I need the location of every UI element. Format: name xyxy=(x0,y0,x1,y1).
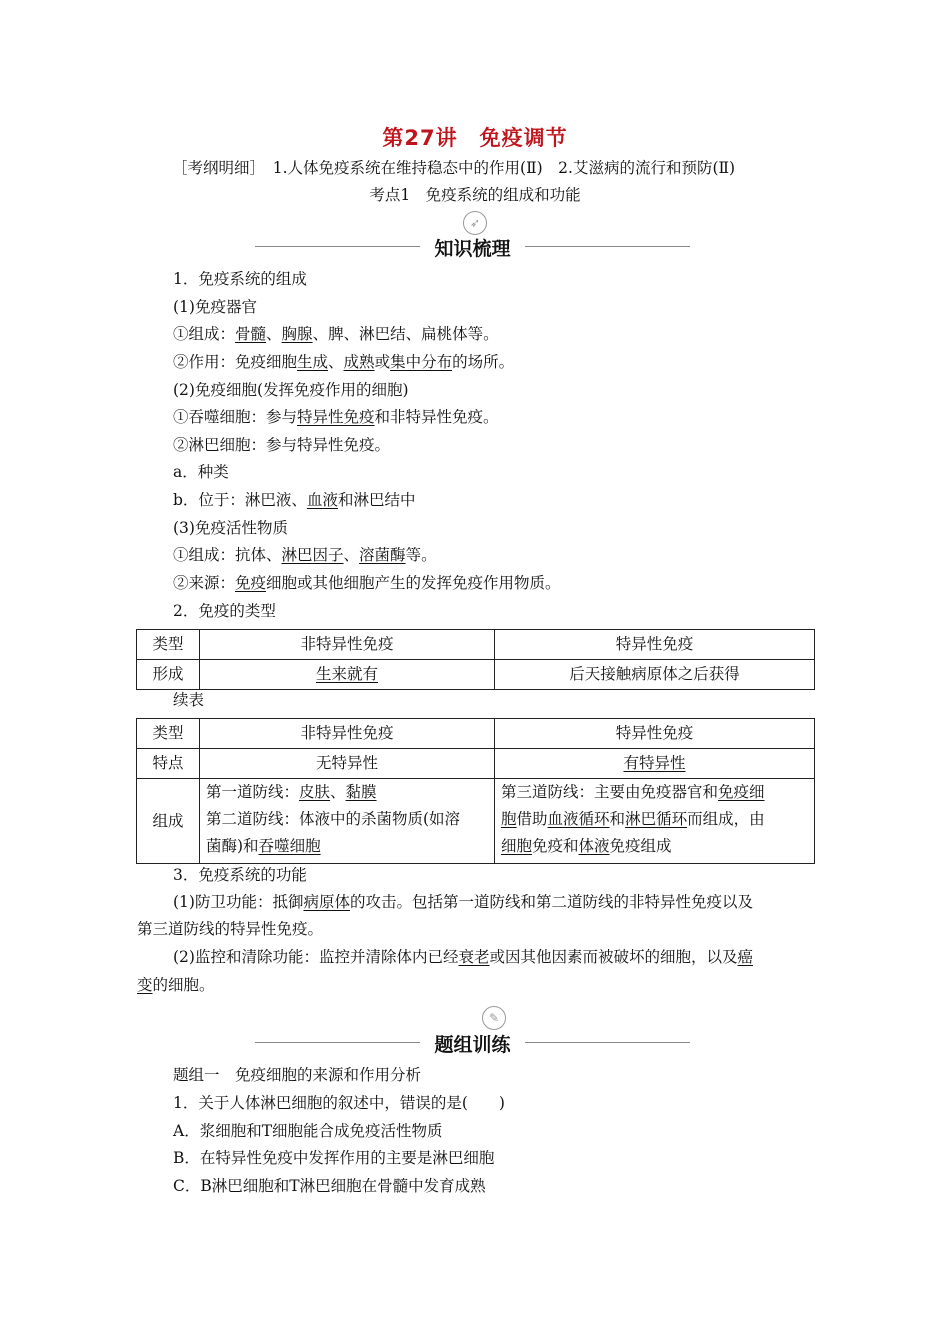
para: (2)监控和清除功能：监控并清除体内已经衰老或因其他因素而被破坏的细胞，以及癌 xyxy=(173,948,754,966)
para: 2．免疫的类型 xyxy=(173,602,276,620)
table-cell: 特异性免疫 xyxy=(495,630,815,660)
para: (3)免疫活性物质 xyxy=(173,519,288,537)
table-cell: 无特异性 xyxy=(200,749,495,779)
para: (1)免疫器官 xyxy=(173,298,257,316)
question-group: 题组一 免疫细胞的来源和作用分析 xyxy=(173,1066,422,1084)
section-header-exercises xyxy=(255,1028,690,1058)
immune-type-table-continued xyxy=(136,718,815,864)
question: 1．关于人体淋巴细胞的叙述中，错误的是( ) xyxy=(173,1094,505,1112)
divider xyxy=(525,1042,690,1043)
continued-label: 续表 xyxy=(173,691,205,709)
para: (1)防卫功能：抵御病原体的攻击。包括第一道防线和第二道防线的非特异性免疫以及 xyxy=(173,893,753,911)
table-cell: 后天接触病原体之后获得 xyxy=(495,660,815,690)
table-cell: 非特异性免疫 xyxy=(200,719,495,749)
para: ①组成：抗体、淋巴因子、溶菌酶等。 xyxy=(173,546,437,564)
section-header-knowledge xyxy=(255,232,690,262)
para: ①吞噬细胞：参与特异性免疫和非特异性免疫。 xyxy=(173,408,499,426)
table-cell: 形成 xyxy=(137,660,200,690)
table-cell: 类型 xyxy=(137,719,200,749)
option-b: B．在特异性免疫中发挥作用的主要是淋巴细胞 xyxy=(173,1149,495,1167)
para: ①组成：骨髓、胸腺、脾、淋巴结、扁桃体等。 xyxy=(173,325,499,343)
paper-plane-icon: ➶ xyxy=(463,211,487,235)
para: (2)免疫细胞(发挥免疫作用的细胞) xyxy=(173,381,409,399)
table-cell: 非特异性免疫 xyxy=(200,630,495,660)
divider xyxy=(525,246,690,247)
table-cell: 类型 xyxy=(137,630,200,660)
page-title: 第27讲 免疫调节 xyxy=(382,126,568,150)
option-a: A．浆细胞和T细胞能合成免疫活性物质 xyxy=(173,1122,443,1140)
para: a．种类 xyxy=(173,463,229,481)
table-cell: 第一道防线：皮肤、黏膜 第二道防线：体液中的杀菌物质(如溶 菌酶)和吞噬细胞 xyxy=(200,779,495,864)
para: ②作用：免疫细胞生成、成熟或集中分布的场所。 xyxy=(173,353,515,371)
table-cell: 特点 xyxy=(137,749,200,779)
table-cell: 特异性免疫 xyxy=(495,719,815,749)
para: 第三道防线的特异性免疫。 xyxy=(137,920,324,938)
section-title: 知识梳理 xyxy=(434,238,511,260)
table-cell: 第三道防线：主要由免疫器官和免疫细 胞借助血液循环和淋巴循环而组成，由 细胞免疫和体液免疫组成 xyxy=(495,779,815,864)
pen-icon: ✎ xyxy=(482,1006,506,1030)
kaodian-heading: 考点1 免疫系统的组成和功能 xyxy=(369,186,581,204)
option-c: C．B淋巴细胞和T淋巴细胞在骨髓中发育成熟 xyxy=(173,1177,486,1195)
table-cell: 组成 xyxy=(137,779,200,864)
immune-type-table xyxy=(136,629,815,690)
para: ②淋巴细胞：参与特异性免疫。 xyxy=(173,436,391,454)
table-cell: 有特异性 xyxy=(495,749,815,779)
para: ②来源：免疫细胞或其他细胞产生的发挥免疫作用物质。 xyxy=(173,574,561,592)
para: b．位于：淋巴液、血液和淋巴结中 xyxy=(173,491,416,509)
table-cell: 生来就有 xyxy=(200,660,495,690)
section-title: 题组训练 xyxy=(434,1034,511,1056)
exam-outline: ［考纲明细］ 1.人体免疫系统在维持稳态中的作用(Ⅱ) 2.艾滋病的流行和预防(Ⅱ) xyxy=(172,159,736,177)
para: 3．免疫系统的功能 xyxy=(173,866,307,884)
para: 变的细胞。 xyxy=(137,976,215,994)
para: 1．免疫系统的组成 xyxy=(173,270,307,288)
